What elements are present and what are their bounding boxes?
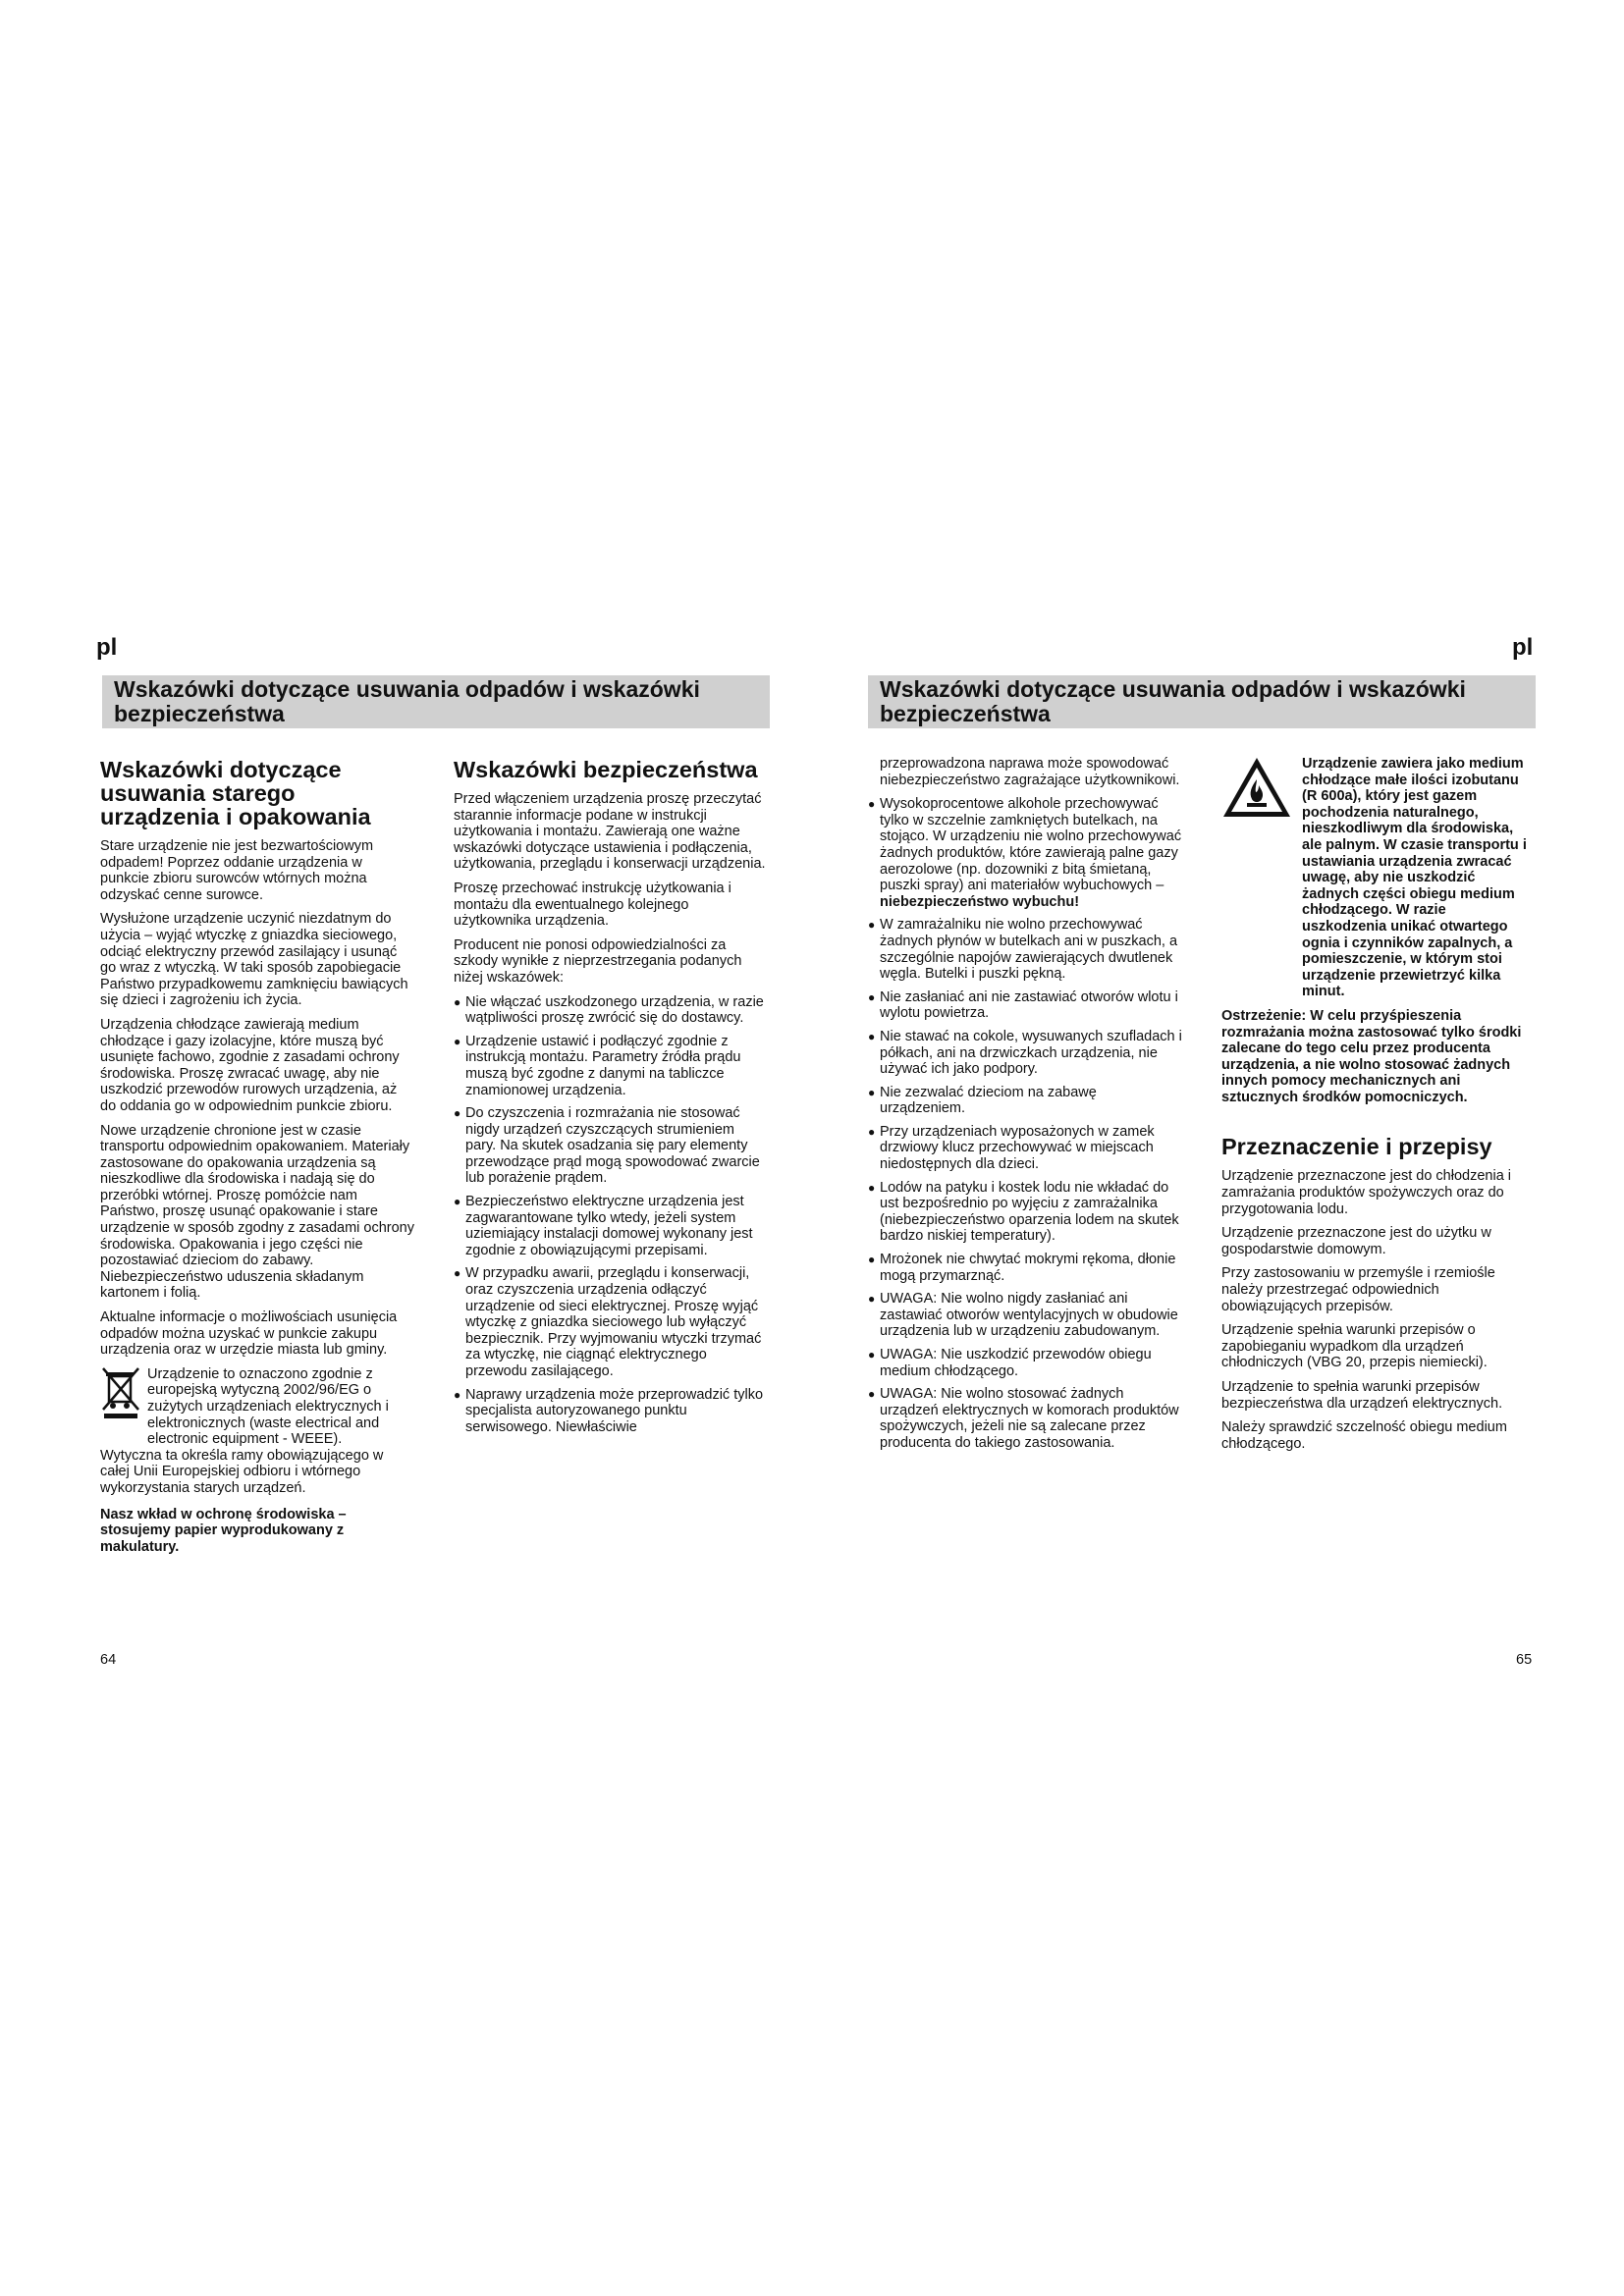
list-item-text: Wysokoprocentowe alkohole przechowywać tylko w szczelnie zamkniętych butelkach, na stojąco. xyxy=(880,796,1159,845)
left-page-number: 64 xyxy=(100,1652,117,1668)
list-item: ● Nie zasłaniać ani nie zastawiać otworów wlotu i wylotu powietrza. xyxy=(868,989,1182,1022)
left-lang-label: pl xyxy=(96,634,118,661)
weee-block xyxy=(100,1366,414,1448)
list-item: ● Mrożonek nie chwytać mokrymi rękoma, dłonie mogą przymarznąć. xyxy=(868,1252,1182,1284)
list-item: ● Nie stawać na cokole, wysuwanych szufladach i półkach, ani na drzwiczkach urządzenia, nie używać ich jako podpory. xyxy=(868,1029,1182,1078)
list-item: ● W przypadku awarii, przeglądu i konserwacji, oraz czyszczenia urządzenia odłączyć urządzenie od sieci elektrycznej. Proszę wyjąć wtyczkę z gniazdka sieciowego lub wyłączyć bezpiecznik. Przy wyjmowaniu wtyczki trzymać za wtyczkę, nie ciągnąć elektrycznego przewodu zasilającego. xyxy=(454,1265,766,1379)
safety-bullet-list xyxy=(454,994,766,1436)
right-section-header: Wskazówki dotyczące usuwania odpadów i wskazówki bezpieczeństwa xyxy=(868,675,1536,728)
flammable-warning-block xyxy=(1221,756,1532,1000)
list-item: ● UWAGA: Nie wolno nigdy zasłaniać ani zastawiać otworów wentylacyjnych w obudowie urządzenia lub w urządzeniu zabudowanym. xyxy=(868,1291,1182,1340)
safety-paragraph: Proszę przechować instrukcję użytkowania i montażu dla ewentualnego kolejnego użytkownika urządzenia. xyxy=(454,880,731,930)
list-item: ● UWAGA: Nie uszkodzić przewodów obiegu medium chłodzącego. xyxy=(868,1347,1182,1379)
list-item: ● W zamrażalniku nie wolno przechowywać żadnych płynów w butelkach ani w puszkach, a szczególnie napojów zawierających dwutlenek węgla. Butelki i puszki pękną. xyxy=(868,917,1182,982)
list-item: ● Do czyszczenia i rozmrażania nie stosować nigdy urządzeń czyszczących strumieniem pary. Na skutek osadzania się pary elementy przewodzące prąd mogą spowodować zwarcie lub porażenie prądem. xyxy=(454,1105,766,1187)
safety-paragraph: Przed włączeniem urządzenia proszę przeczytać starannie informacje podane w instrukcji użytkowania i montażu. Zawierają one ważne wskazówki dotyczące ustawienia i podłączenia, użytkowania, przeglądu i konserwacji urządzenia. xyxy=(454,791,766,873)
intended-use-title: Przeznaczenie i przepisy xyxy=(1221,1134,1492,1160)
list-item: ● Przy urządzeniach wyposażonych w zamek drzwiowy klucz przechowywać w miejscach niedostępnych dla dzieci. xyxy=(868,1124,1182,1173)
intended-use-paragraph: Urządzenie przeznaczone jest do użytku w gospodarstwie domowym. xyxy=(1221,1225,1491,1257)
weee-text: Urządzenie to oznaczono zgodnie z europejską wytyczną 2002/96/EG o zużytych urządzeniach elektrycznych i elektronicznych (waste electrical and electronic equipment - WEEE). xyxy=(147,1365,389,1448)
warning-and-use-column xyxy=(1221,756,1532,1460)
list-item: ● Lodów na patyku i kostek lodu nie wkładać do ust bezpośrednio po wyjęciu z zamrażalnika (niebezpieczeństwo oparzenia lodem na skutek bardzo niskiej temperatury). xyxy=(868,1180,1182,1245)
list-item: ● UWAGA: Nie wolno stosować żadnych urządzeń elektrycznych w komorach produktów spożywczych, jeżeli nie są zalecane przez producenta do takiego zastosowania. xyxy=(868,1386,1182,1451)
intended-use-paragraph: Przy zastosowaniu w przemyśle i rzemiośle należy przestrzegać odpowiednich obowiązujących przepisów. xyxy=(1221,1265,1495,1314)
right-page-number: 65 xyxy=(1516,1652,1533,1668)
intended-use-paragraph: Urządzenie przeznaczone jest do chłodzenia i zamrażania produktów spożywczych oraz do przygotowania lodu. xyxy=(1221,1168,1512,1217)
disposal-paragraph: Urządzenia chłodzące zawierają medium chłodzące i gazy izolacyjne, które muszą być usunięte fachowo, zgodnie z zasadami ochrony środowiska. Proszę zwracać uwagę, aby nie uszkodzić przewodów rurowych urządzenia, aż do oddania go w odpowiednim punkcie zbioru. xyxy=(100,1016,400,1114)
safety-paragraph: Producent nie ponosi odpowiedzialności za szkody wynikłe z nieprzestrzegania podanych niżej wskazówek: xyxy=(454,936,742,986)
list-item: ● Nie włączać uszkodzonego urządzenia, w razie wątpliwości proszę zwrócić się do dostawcy. xyxy=(454,994,766,1027)
disposal-paragraph: Nowe urządzenie chronione jest w czasie transportu odpowiednim opakowaniem. Materiały zastosowane do opakowania urządzenia są nieszkodliwe dla środowiska i nadają się do przeróbki wtórnej. Proszę pomóżcie nam Państwo, proszę usunąć opakowanie i stare urządzenie w sposób zgodny z zasadami ochrony środowiska. Opakowania i jego części nie pozostawiać dzieciom do zabawy. Niebezpieczeństwo uduszenia składanym kartonem i folią. xyxy=(100,1122,414,1302)
explosion-warning: niebezpieczeństwo wybuchu! xyxy=(880,893,1080,910)
intended-use-paragraph: Urządzenie to spełnia warunki przepisów bezpieczeństwa dla urządzeń elektrycznych. xyxy=(1221,1379,1503,1412)
disposal-column xyxy=(100,758,414,1563)
flammable-warning-icon xyxy=(1221,756,1292,819)
list-item: ● Nie zezwalać dzieciom na zabawę urządzeniem. xyxy=(868,1085,1182,1117)
list-item-text: W urządzeniu nie wolno przechowywać żadnych produktów, które zawierają palne gazy aerozolowe (np. dozowniki z bitą śmietaną, puszki spray) ani materiałów wybuchowych – xyxy=(880,828,1182,894)
right-lang-label: pl xyxy=(1512,634,1534,661)
safety-title: Wskazówki bezpieczeństwa xyxy=(454,757,758,782)
right-bullet-list xyxy=(868,796,1182,1451)
disposal-paragraph: Aktualne informacje o możliwościach usunięcia odpadów można uzyskać w punkcie zakupu urządzenia oraz w urzędzie miasta lub gminy. xyxy=(100,1309,398,1359)
crossed-bin-icon xyxy=(100,1366,141,1419)
disposal-title: Wskazówki dotyczące usuwania starego urządzenia i opakowania xyxy=(100,757,371,829)
list-item: ● Bezpieczeństwo elektryczne urządzenia jest zagwarantowane tylko wtedy, jeżeli system uziemiający instalacji domowej wykonany jest zgodnie z obowiązującymi przepisami. xyxy=(454,1194,766,1258)
safety-column xyxy=(454,758,766,1442)
defrost-caution-text: Ostrzeżenie: W celu przyśpieszenia rozmrażania można zastosować tylko środki zalecane do tego celu przez producenta urządzenia, a nie wolno stosować żadnych innych pomocy mechanicznych ani sztucznych środków pomocniczych. xyxy=(1221,1007,1522,1105)
intended-use-paragraph: Należy sprawdzić szczelność obiegu medium chłodzącego. xyxy=(1221,1419,1507,1452)
recycled-paper-note: Nasz wkład w ochronę środowiska – stosujemy papier wyprodukowany z makulatury. xyxy=(100,1506,347,1555)
disposal-paragraph: Stare urządzenie nie jest bezwartościowym odpadem! Poprzez oddanie urządzenia w punkcie zbioru surowców wtórnych można odzyskać cenne surowce. xyxy=(100,838,374,903)
continuation-text: przeprowadzona naprawa może spowodować niebezpieczeństwo zagrażające użytkownikowi. xyxy=(880,756,1180,788)
list-item: ● Naprawy urządzenia może przeprowadzić tylko specjalista autoryzowanego punktu serwisowego. Niewłaściwie xyxy=(454,1387,766,1436)
safety-continuation-column xyxy=(868,756,1182,1459)
list-item: ● Urządzenie ustawić i podłączyć zgodnie z instrukcją montażu. Parametry źródła prądu muszą być zgodne z danymi na tabliczce znamionowej urządzenia. xyxy=(454,1034,766,1098)
weee-text-2: Wytyczna ta określa ramy obowiązującego w całej Unii Europejskiej odbioru i wtórnego wykorzystania starych urządzeń. xyxy=(100,1447,384,1496)
disposal-paragraph: Wysłużone urządzenie uczynić niezdatnym do użycia – wyjąć wtyczkę z gniazdka sieciowego, odciąć elektryczny przewód zasilający i usunąć go wraz z wtyczką. W taki sposób zapobiegacie Państwo przypadkowemu zamknięciu bawiących się dzieci i zagrożeniu ich życia. xyxy=(100,911,408,1009)
list-item xyxy=(868,796,1182,910)
left-section-header: Wskazówki dotyczące usuwania odpadów i wskazówki bezpieczeństwa xyxy=(102,675,770,728)
flammable-warning-text: Urządzenie zawiera jako medium chłodzące małe ilości izobutanu (R 600a), który jest gazem pochodzenia naturalnego, nieszkodliwym dla środowiska, ale palnym. W czasie transportu i ustawiania urządzenia zwracać uwagę, aby nie uszkodzić żadnych części obiegu medium chłodzącego. W razie uszkodzenia unikać otwartego ognia i czynników zapalnych, a pomieszczenie, w którym stoi urządzenie przewietrzyć kilka minut. xyxy=(1302,756,1527,1000)
intended-use-paragraph: Urządzenie spełnia warunki przepisów o zapobieganiu wypadkom dla urządzeń chłodniczych (VBG 20, przepis niemiecki). xyxy=(1221,1322,1488,1371)
